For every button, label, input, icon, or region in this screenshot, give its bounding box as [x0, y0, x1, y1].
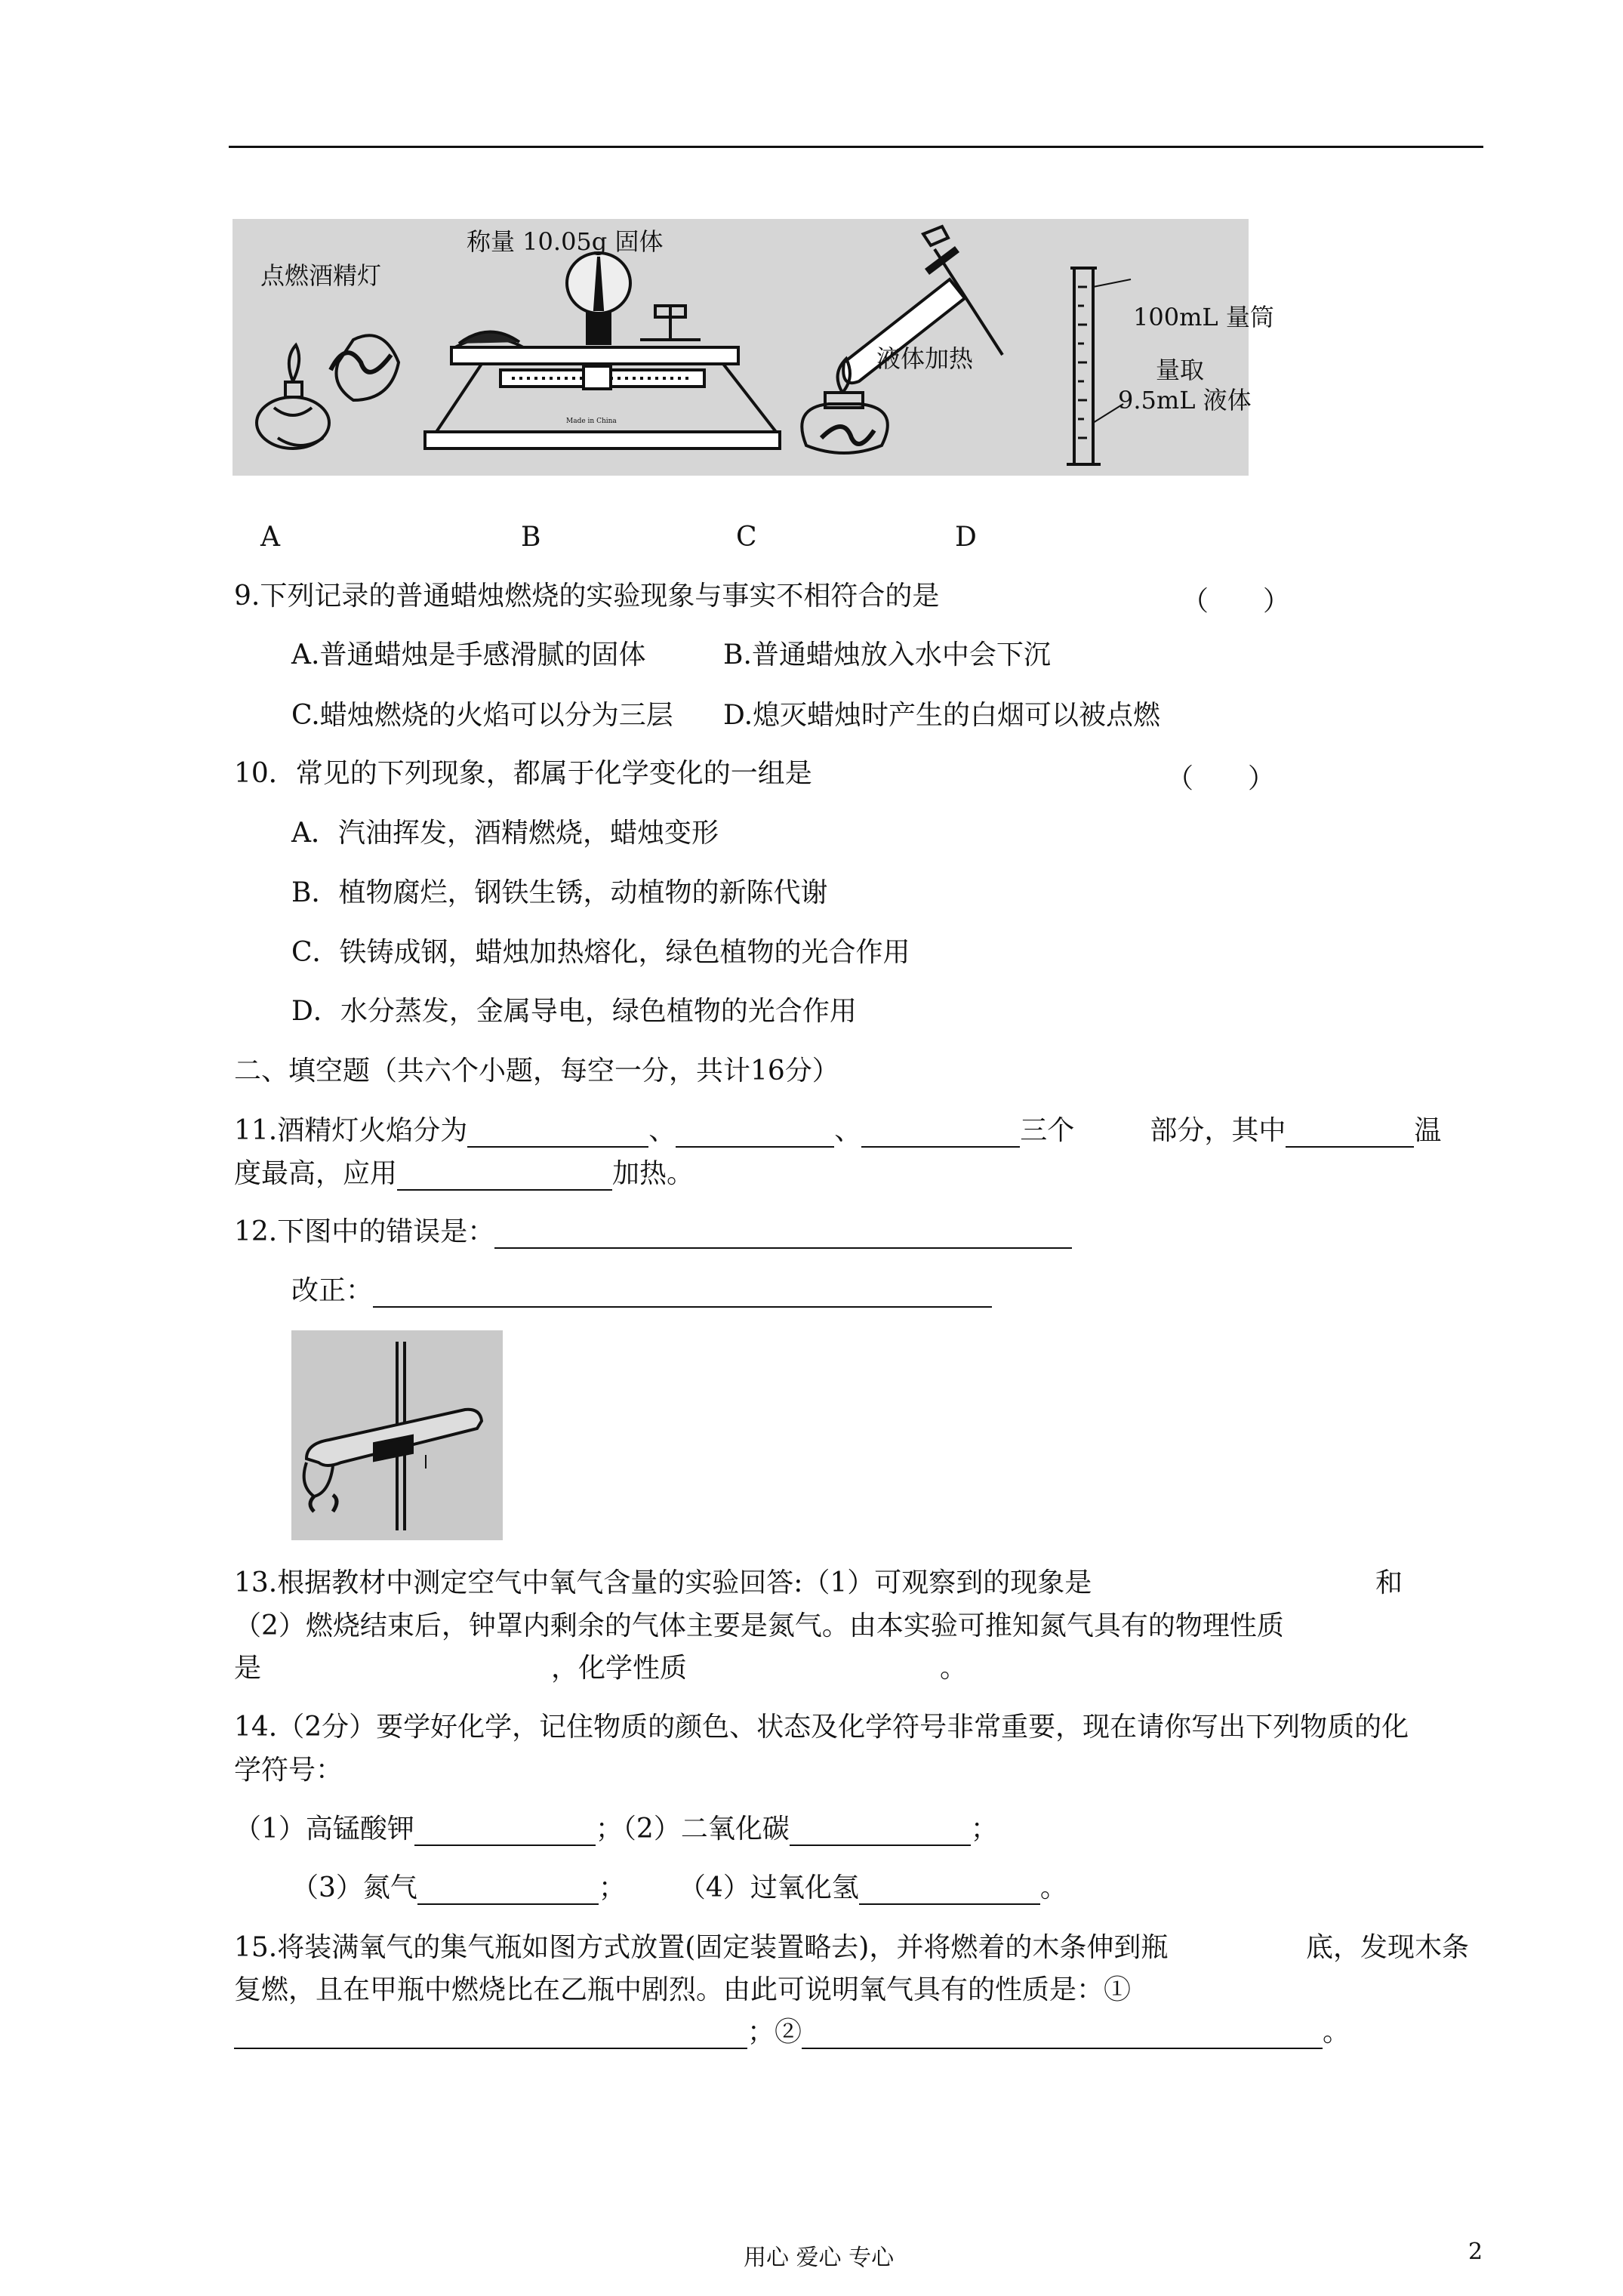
label-light-lamp: 点燃酒精灯 [260, 261, 382, 290]
q13-line1-end: 和 [1375, 1567, 1403, 1598]
q11-text-3: 部分，其中 [1150, 1115, 1286, 1146]
q12-correction-label: 改正： [291, 1275, 374, 1306]
q10-answer-paren: （ ） [1166, 763, 1276, 794]
q9-option-d: D.熄灭蜡烛时产生的白烟可以被点燃 [723, 700, 1161, 731]
figure-option-d: D [955, 522, 977, 553]
section-heading: 二、填空题（共六个小题，每空一分，共计16分） [234, 1056, 839, 1086]
q11-line2 [234, 1157, 694, 1191]
q13-line2: （2）燃烧结束后，钟罩内剩余的气体主要是氮气。由本实验可推知氮气具有的物理性质 [234, 1610, 1284, 1641]
q12-correction-blank[interactable] [373, 1279, 992, 1308]
q14-semi-3: ； [598, 1872, 626, 1903]
q14-blank-1[interactable] [414, 1817, 596, 1846]
q15-blank-1[interactable] [234, 2020, 747, 2049]
q12-line2 [291, 1274, 992, 1308]
q14-blank-2[interactable] [790, 1817, 971, 1846]
q14-line1: 14.（2分）要学好化学，记住物质的颜色、状态及化学符号非常重要，现在请你写出下列物质的化 [234, 1712, 1409, 1743]
q10-option-b: B．植物腐烂，钢铁生锈，动植物的新陈代谢 [291, 877, 828, 908]
q14-semi-2: ； [970, 1814, 998, 1845]
q12-error-label: 12.下图中的错误是： [234, 1216, 495, 1247]
q15-line2: 复燃，且在甲瓶中燃烧比在乙瓶中剧烈。由此可说明氧气具有的性质是：① [234, 1974, 1132, 2005]
label-measure-volume: 9.5mL 液体 [1118, 386, 1252, 415]
q13-line1: 13.根据教材中测定空气中氧气含量的实验回答:（1）可观察到的现象是 [234, 1567, 1092, 1598]
q11-text-4: 温 [1414, 1115, 1442, 1146]
experiment-drawings [233, 219, 1249, 476]
experiment-figure [233, 219, 1274, 476]
q10-stem: 10．常见的下列现象，都属于化学变化的一组是 [234, 758, 812, 789]
q14-item-1: （1）高锰酸钾 [234, 1814, 414, 1845]
q12-apparatus-drawing [291, 1330, 503, 1540]
q11-blank-5[interactable] [397, 1162, 612, 1191]
q14-semi-1: ； [595, 1814, 623, 1845]
figure-option-b: B [521, 522, 541, 553]
q14-item-4: （4）过氧化氢 [678, 1872, 859, 1903]
q11-sep-2: 、 [834, 1115, 862, 1146]
page-footer: 用心 爱心 专心 [744, 2245, 895, 2271]
q11-blank-2[interactable] [676, 1119, 834, 1148]
q14-item-2: （2）二氧化碳 [622, 1814, 790, 1845]
q10-option-d: D．水分蒸发，金属导电，绿色植物的光合作用 [291, 996, 857, 1027]
q11-line1 [234, 1114, 1441, 1148]
label-weigh-solid: 称量 10.05g 固体 [467, 227, 664, 256]
header-rule [229, 146, 1483, 148]
q15-line1-end: 底，发现木条 [1306, 1932, 1470, 1963]
q10-option-c: C．铁铸成钢，蜡烛加热熔化，绿色植物的光合作用 [291, 937, 910, 968]
q11-blank-1[interactable] [467, 1119, 648, 1148]
q14-end: 。 [1039, 1872, 1067, 1903]
graduated-cylinder-d [1067, 268, 1131, 464]
q11-text-1: 11.酒精灯火焰分为 [234, 1115, 468, 1146]
q12-apparatus-figure [291, 1330, 503, 1540]
q11-text-5: 度最高，应用 [234, 1158, 398, 1189]
q9-option-a: A.普通蜡烛是手感滑腻的固体 [291, 639, 646, 670]
q9-option-c: C.蜡烛燃烧的火焰可以分为三层 [291, 700, 673, 731]
q11-blank-4[interactable] [1286, 1119, 1414, 1148]
q11-sep-1: 、 [648, 1115, 676, 1146]
q15-line1: 15.将装满氧气的集气瓶如图方式放置(固定装置略去)，并将燃着的木条伸到瓶 [234, 1932, 1169, 1963]
q14-blank-3[interactable] [417, 1876, 599, 1905]
q11-text-6: 加热。 [612, 1158, 694, 1189]
figure-option-c: C [736, 522, 757, 553]
q11-blank-3[interactable] [861, 1119, 1020, 1148]
q13-line3-end: 。 [940, 1653, 968, 1684]
q11-text-2: 三个 [1020, 1115, 1075, 1146]
q14-item-3: （3）氮气 [291, 1872, 417, 1903]
q12-error-blank[interactable] [494, 1220, 1072, 1249]
q12-line1 [234, 1216, 1072, 1249]
q9-option-b: B.普通蜡烛放入水中会下沉 [723, 639, 1051, 670]
q9-stem: 9.下列记录的普通蜡烛燃烧的实验现象与事实不相符合的是 [234, 581, 940, 612]
q15-end: 。 [1323, 2017, 1350, 2048]
figure-option-a: A [260, 522, 280, 553]
q15-blank-2[interactable] [802, 2020, 1323, 2049]
q15-sep: ；② [747, 2017, 802, 2048]
q14-row1 [234, 1813, 998, 1846]
q15-line3 [234, 2016, 1350, 2049]
label-cylinder: 100mL 量筒 [1133, 303, 1274, 331]
scale-maker-text: Made in China [566, 418, 617, 425]
q14-line2: 学符号： [234, 1755, 343, 1786]
q10-option-a: A．汽油挥发，酒精燃烧，蜡烛变形 [291, 818, 719, 849]
q9-answer-paren: （ ） [1181, 586, 1291, 617]
q14-row2 [291, 1872, 1067, 1905]
q13-line3-mid: ，化学性质 [551, 1653, 688, 1684]
label-heat-liquid: 液体加热 [876, 344, 974, 373]
label-measure: 量取 [1156, 356, 1205, 384]
alcohol-lamp-a [257, 335, 399, 448]
q13-line3-start: 是 [234, 1653, 262, 1684]
page-number: 2 [1468, 2239, 1483, 2265]
q14-blank-4[interactable] [859, 1876, 1040, 1905]
